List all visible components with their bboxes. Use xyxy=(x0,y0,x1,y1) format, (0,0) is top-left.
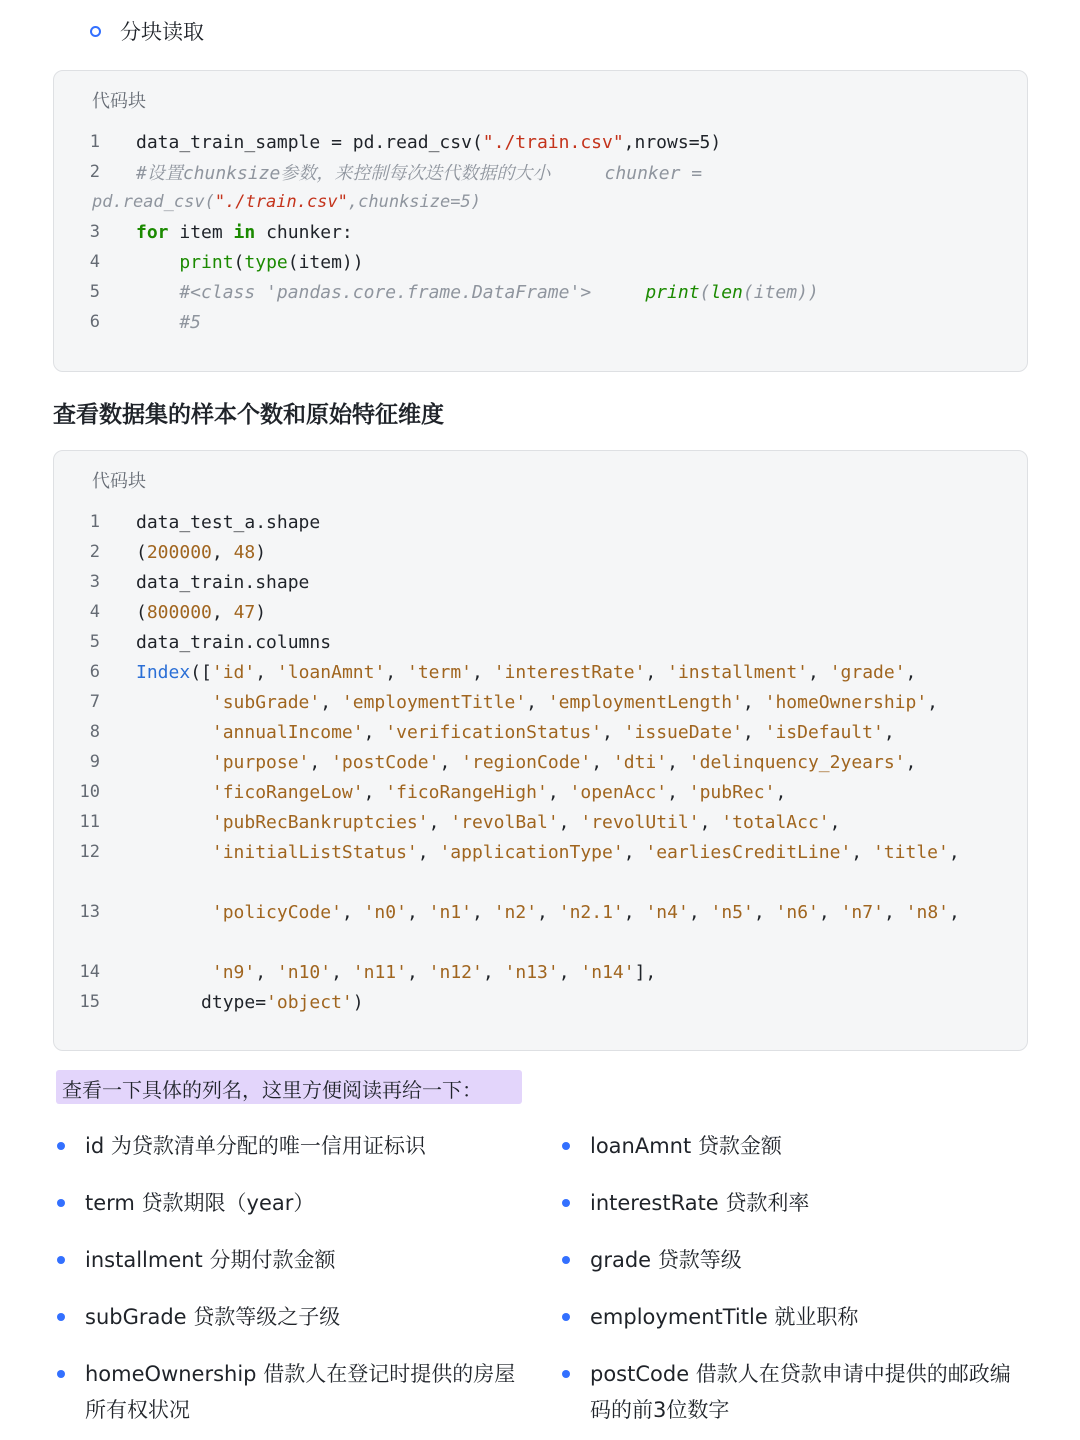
hollow-bullet-icon xyxy=(90,26,101,37)
column-desc-item: subGrade 贷款等级之子级 xyxy=(85,1305,341,1329)
line-number: 9 xyxy=(89,752,100,772)
line-number: 1 xyxy=(89,512,100,532)
code-text: data_train.columns xyxy=(136,631,332,653)
code-text: #<class 'pandas.core.frame.DataFrame'> print(len(item)) xyxy=(136,281,819,303)
line-number: 1 xyxy=(89,132,100,152)
sub-bullet-chunk-read xyxy=(90,16,204,46)
line-number: 15 xyxy=(79,992,100,1012)
code-text: 'annualIncome', 'verificationStatus', 'issueDate', 'isDefault', xyxy=(211,721,895,743)
bullet-dot-icon xyxy=(562,1370,570,1378)
highlighted-note-text: 查看一下具体的列名，这里方便阅读再给一下： xyxy=(62,1078,482,1102)
code-line xyxy=(54,837,1027,897)
section-heading: 查看数据集的样本个数和原始特征维度 xyxy=(53,402,444,428)
code-text: #5 xyxy=(136,311,202,333)
column-desc-item: grade 贷款等级 xyxy=(590,1248,742,1272)
code-text: 'purpose', 'postCode', 'regionCode', 'dti', 'delinquency_2years', xyxy=(211,751,917,773)
column-desc-item: id 为贷款清单分配的唯一信用证标识 xyxy=(85,1134,426,1158)
column-desc-item: postCode 借款人在贷款申请中提供的邮政编码的前3位数字 xyxy=(590,1362,1011,1422)
code-line xyxy=(54,157,1027,187)
code-line xyxy=(54,657,1027,687)
code-line xyxy=(54,987,1027,1017)
code-line xyxy=(54,537,1027,567)
code-line xyxy=(54,567,1027,597)
line-number: 2 xyxy=(89,162,100,182)
code-text: data_test_a.shape xyxy=(136,511,321,533)
code-line xyxy=(54,627,1027,657)
line-number: 3 xyxy=(89,222,100,242)
line-number: 4 xyxy=(89,602,100,622)
code-block-2[interactable] xyxy=(53,450,1028,1051)
code-text: pd.read_csv("./train.csv",chunksize=5) xyxy=(92,192,481,212)
line-number: 11 xyxy=(79,812,100,832)
code-line xyxy=(54,277,1027,307)
column-desc-item: homeOwnership 借款人在登记时提供的房屋所有权状况 xyxy=(85,1362,516,1422)
code-line xyxy=(54,507,1027,537)
code-lines xyxy=(54,127,1027,337)
code-line xyxy=(54,597,1027,627)
line-number: 4 xyxy=(89,252,100,272)
code-line xyxy=(54,897,1027,957)
line-number: 13 xyxy=(79,902,100,922)
code-line-wrap xyxy=(54,187,1027,217)
code-line xyxy=(54,717,1027,747)
code-text: 'pubRecBankruptcies', 'revolBal', 'revolUtil', 'totalAcc', xyxy=(211,811,841,833)
code-line xyxy=(54,307,1027,337)
code-text: Index(['id', 'loanAmnt', 'term', 'interestRate', 'installment', 'grade', xyxy=(136,661,917,683)
code-line xyxy=(54,247,1027,277)
code-line xyxy=(54,957,1027,987)
line-number: 10 xyxy=(79,782,100,802)
highlighted-note xyxy=(56,1070,522,1104)
line-number: 5 xyxy=(89,632,100,652)
code-block-1[interactable] xyxy=(53,70,1028,372)
line-number: 8 xyxy=(89,722,100,742)
column-desc-item: term 贷款期限（year） xyxy=(85,1191,315,1215)
line-number: 6 xyxy=(89,662,100,682)
line-number: 14 xyxy=(79,962,100,982)
line-number: 5 xyxy=(89,282,100,302)
code-text: (200000, 48) xyxy=(136,541,267,563)
bullet-dot-icon xyxy=(57,1199,65,1207)
line-number: 6 xyxy=(89,312,100,332)
code-text: for item in chunker: xyxy=(136,221,353,243)
column-desc-item: loanAmnt 贷款金额 xyxy=(590,1134,782,1158)
line-number: 2 xyxy=(89,542,100,562)
code-line xyxy=(54,127,1027,157)
code-line xyxy=(54,217,1027,247)
code-line xyxy=(54,687,1027,717)
code-text: 'subGrade', 'employmentTitle', 'employmentLength', 'homeOwnership', xyxy=(211,691,939,713)
code-text: 'ficoRangeLow', 'ficoRangeHigh', 'openAcc', 'pubRec', xyxy=(211,781,787,803)
code-text: 'n9', 'n10', 'n11', 'n12', 'n13', 'n14'], xyxy=(211,961,657,983)
bullet-dot-icon xyxy=(57,1313,65,1321)
code-line xyxy=(54,807,1027,837)
line-number: 12 xyxy=(79,842,100,862)
bullet-dot-icon xyxy=(57,1370,65,1378)
code-text: 'initialListStatus', 'applicationType', 'earliesCreditLine', 'title', xyxy=(211,842,960,863)
code-block-title: 代码块 xyxy=(92,471,146,492)
column-desc-item: installment 分期付款金额 xyxy=(85,1248,336,1272)
sub-bullet-text: 分块读取 xyxy=(120,20,204,44)
code-line xyxy=(54,747,1027,777)
code-text: #设置chunksize参数，来控制每次迭代数据的大小 chunker = xyxy=(136,163,703,184)
column-desc-item: interestRate 贷款利率 xyxy=(590,1191,810,1215)
code-text: data_train.shape xyxy=(136,571,310,593)
code-line xyxy=(54,777,1027,807)
bullet-dot-icon xyxy=(57,1142,65,1150)
code-text: 'policyCode', 'n0', 'n1', 'n2', 'n2.1', 'n4', 'n5', 'n6', 'n7', 'n8', xyxy=(211,902,960,923)
bullet-dot-icon xyxy=(562,1313,570,1321)
code-lines xyxy=(54,507,1027,1017)
bullet-dot-icon xyxy=(562,1256,570,1264)
bullet-dot-icon xyxy=(57,1256,65,1264)
code-block-title: 代码块 xyxy=(92,91,146,112)
line-number: 3 xyxy=(89,572,100,592)
code-text: data_train_sample = pd.read_csv("./train.csv",nrows=5) xyxy=(136,131,722,153)
bullet-dot-icon xyxy=(562,1199,570,1207)
bullet-dot-icon xyxy=(562,1142,570,1150)
column-desc-item: employmentTitle 就业职称 xyxy=(590,1305,859,1329)
code-text: dtype='object') xyxy=(136,991,364,1013)
code-text: (800000, 47) xyxy=(136,601,267,623)
code-text: print(type(item)) xyxy=(179,251,364,273)
line-number: 7 xyxy=(89,692,100,712)
